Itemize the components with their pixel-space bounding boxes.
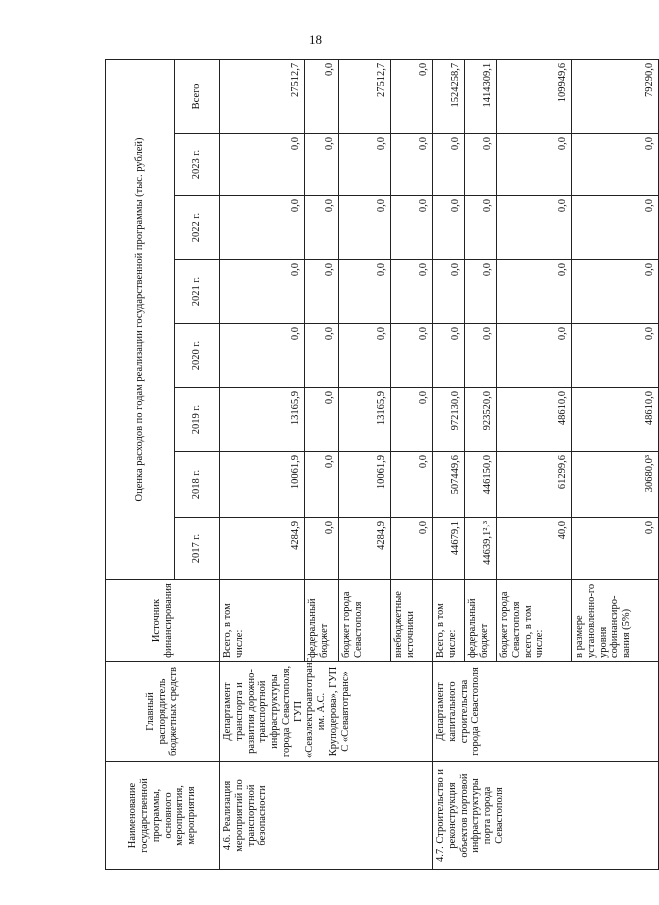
admin-name: Департамент транспорта и развития дорожно-транспортной инфраструктуры города Севастополя, ГУП «Севэлектроавтотранс им. А.С. Круподерова», ГУП С «Севавтотранс» <box>220 662 433 762</box>
value-cell: 0,0 <box>391 388 433 452</box>
value-cell: 4284,9 <box>339 518 391 580</box>
value-cell: 0,0 <box>497 324 572 388</box>
value-cell: 446150,0 <box>465 452 497 518</box>
header-admin: Главный распорядитель бюджетных средств <box>106 662 220 762</box>
value-cell: 0,0 <box>339 134 391 196</box>
source-cell: Всего, в том числе: <box>433 580 465 662</box>
value-cell: 0,0 <box>497 260 572 324</box>
value-cell: 0,0 <box>305 260 339 324</box>
value-cell: 0,0 <box>572 196 659 260</box>
value-cell: 507449,6 <box>433 452 465 518</box>
source-cell: внебюджетные источники <box>391 580 433 662</box>
value-cell: 13165,9 <box>220 388 305 452</box>
header-name: Наименование государственной программы, основного мероприятия, мероприятия <box>106 762 220 870</box>
value-cell: 0,0 <box>305 324 339 388</box>
header-year: 2021 г. <box>175 260 220 324</box>
total-cell: 27512,7 <box>339 59 391 133</box>
value-cell: 0,0 <box>433 260 465 324</box>
value-cell: 48610,0 <box>497 388 572 452</box>
value-cell: 10061,9 <box>220 452 305 518</box>
value-cell: 0,0 <box>391 452 433 518</box>
value-cell: 0,0 <box>572 518 659 580</box>
value-cell: 0,0 <box>465 324 497 388</box>
value-cell: 0,0 <box>305 196 339 260</box>
value-cell: 44679,1 <box>433 518 465 580</box>
source-cell: бюджет города Севастополя всего, в том числе: <box>497 580 572 662</box>
admin-name: Департамент капитального строительства города Севастополя <box>433 662 659 762</box>
rotated-table-container <box>105 60 656 870</box>
value-cell: 0,0 <box>572 324 659 388</box>
value-cell: 10061,9 <box>339 452 391 518</box>
value-cell: 30680,0³ <box>572 452 659 518</box>
value-cell: 0,0 <box>305 518 339 580</box>
value-cell: 972130,0 <box>433 388 465 452</box>
header-year: 2017 г. <box>175 518 220 580</box>
header-year: 2019 г. <box>175 388 220 452</box>
header-year: 2020 г. <box>175 324 220 388</box>
value-cell: 0,0 <box>433 196 465 260</box>
source-cell: федеральный бюджет <box>465 580 497 662</box>
total-cell: 0,0 <box>305 59 339 133</box>
value-cell: 0,0 <box>391 260 433 324</box>
value-cell: 923520,0 <box>465 388 497 452</box>
header-source: Источник финансирования <box>106 580 220 662</box>
value-cell: 0,0 <box>497 134 572 196</box>
value-cell: 0,0 <box>572 134 659 196</box>
rotated-table-wrapper <box>105 60 656 870</box>
header-year: 2023 г. <box>175 134 220 196</box>
source-cell: федеральный бюджет <box>305 580 339 662</box>
total-cell: 1524258,7 <box>433 59 465 133</box>
value-cell: 48610,0 <box>572 388 659 452</box>
header-year: 2022 г. <box>175 196 220 260</box>
total-cell: 79290,0 <box>572 59 659 133</box>
value-cell: 0,0 <box>572 260 659 324</box>
value-cell: 0,0 <box>339 324 391 388</box>
value-cell: 0,0 <box>465 196 497 260</box>
value-cell: 0,0 <box>465 134 497 196</box>
total-cell: 0,0 <box>391 59 433 133</box>
page-number: 18 <box>309 32 322 47</box>
value-cell: 0,0 <box>305 134 339 196</box>
value-cell: 0,0 <box>305 388 339 452</box>
total-cell: 109949,6 <box>497 59 572 133</box>
value-cell: 0,0 <box>339 196 391 260</box>
value-cell: 0,0 <box>220 324 305 388</box>
value-cell: 0,0 <box>339 260 391 324</box>
header-total: Всего <box>175 59 220 133</box>
value-cell: 0,0 <box>391 518 433 580</box>
event-name: 4.7. Строительство и реконструкция объектов портовой инфраструктуры порта города Севастополя <box>433 762 659 870</box>
table-row <box>220 59 305 869</box>
source-cell: в размере установленно-го уровня софинансиро-вания (5%) <box>572 580 659 662</box>
value-cell: 4284,9 <box>220 518 305 580</box>
header-year: 2018 г. <box>175 452 220 518</box>
source-cell: Всего, в том числе: <box>220 580 305 662</box>
header-estimate: Оценка расходов по годам реализации государственной программы (тыс. рублей) <box>106 59 175 579</box>
value-cell: 0,0 <box>433 134 465 196</box>
value-cell: 13165,9 <box>339 388 391 452</box>
value-cell: 0,0 <box>220 196 305 260</box>
table-row <box>433 59 465 869</box>
value-cell: 0,0 <box>391 324 433 388</box>
budget-table <box>105 59 659 870</box>
total-cell: 1414309,1 <box>465 59 497 133</box>
total-cell: 27512,7 <box>220 59 305 133</box>
value-cell: 44639,1²˒³ <box>465 518 497 580</box>
value-cell: 61299,6 <box>497 452 572 518</box>
value-cell: 0,0 <box>465 260 497 324</box>
value-cell: 0,0 <box>391 134 433 196</box>
value-cell: 0,0 <box>220 260 305 324</box>
value-cell: 0,0 <box>305 452 339 518</box>
value-cell: 0,0 <box>220 134 305 196</box>
value-cell: 40,0 <box>497 518 572 580</box>
value-cell: 0,0 <box>433 324 465 388</box>
source-cell: бюджет города Севастополя <box>339 580 391 662</box>
value-cell: 0,0 <box>391 196 433 260</box>
value-cell: 0,0 <box>497 196 572 260</box>
event-name: 4.6. Реализация мероприятий по транспортной безопасности <box>220 762 433 870</box>
